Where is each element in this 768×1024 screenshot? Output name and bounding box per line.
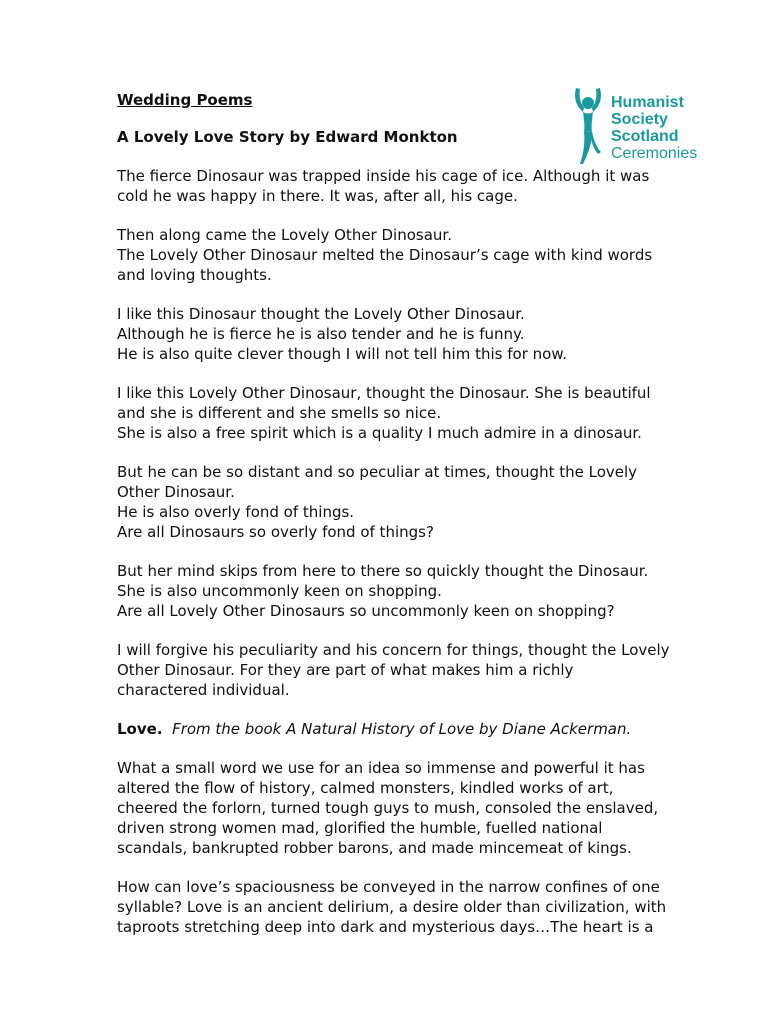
text-line: She is also a free spirit which is a quality I much admire in a dinosaur. xyxy=(117,424,642,442)
text-line: The Lovely Other Dinosaur melted the Dinosaur’s cage with kind words xyxy=(117,246,653,264)
poem-heading: A Lovely Love Story by Edward Monkton xyxy=(117,128,458,146)
love-paragraph xyxy=(117,877,667,937)
poem-paragraph xyxy=(117,166,650,206)
text-line: altered the flow of history, calmed monsters, kindled works of art, xyxy=(117,779,614,797)
text-line: driven strong women mad, glorified the humble, fuelled national xyxy=(117,819,603,837)
text-line: But he can be so distant and so peculiar at times, thought the Lovely xyxy=(117,463,638,481)
logo-line-3: Scotland xyxy=(611,128,679,145)
text-line: Although he is fierce he is also tender and he is funny. xyxy=(117,325,525,343)
poem-paragraph xyxy=(117,561,647,621)
text-line: Are all Lovely Other Dinosaurs so uncommonly keen on shopping? xyxy=(117,602,615,620)
text-line: Other Dinosaur. For they are part of what makes him a richly xyxy=(117,661,574,679)
logo-line-1: Humanist xyxy=(611,94,684,111)
logo-line-2: Society xyxy=(611,111,668,128)
text-line: scandals, bankrupted robber barons, and made mincemeat of kings. xyxy=(117,839,632,857)
text-line: What a small word we use for an idea so immense and powerful it has xyxy=(117,759,645,777)
hss-logo xyxy=(571,86,711,166)
text-line: and she is different and she smells so nice. xyxy=(117,404,442,422)
text-line: How can love’s spaciousness be conveyed in the narrow confines of one xyxy=(117,878,660,896)
document-title: Wedding Poems xyxy=(117,91,253,109)
text-line: I will forgive his peculiarity and his concern for things, thought the Lovely xyxy=(117,641,670,659)
humanist-figure-icon xyxy=(571,86,605,166)
text-line: cold he was happy in there. It was, after all, his cage. xyxy=(117,187,518,205)
text-line: I like this Lovely Other Dinosaur, thought the Dinosaur. She is beautiful xyxy=(117,384,651,402)
poem-paragraph xyxy=(117,225,653,285)
text-line: syllable? Love is an ancient delirium, a desire older than civilization, with xyxy=(117,898,667,916)
love-heading-source: From the book A Natural History of Love by Diane Ackerman. xyxy=(172,720,632,738)
text-line: I like this Dinosaur thought the Lovely Other Dinosaur. xyxy=(117,305,525,323)
love-heading xyxy=(117,719,647,739)
text-line: Are all Dinosaurs so overly fond of things? xyxy=(117,523,434,541)
text-line: charactered individual. xyxy=(117,681,290,699)
text-line: Then along came the Lovely Other Dinosaur. xyxy=(117,226,452,244)
text-line: taproots stretching deep into dark and mysterious days…The heart is a xyxy=(117,918,654,936)
poem-paragraph xyxy=(117,462,647,542)
poem-paragraph xyxy=(117,383,651,443)
text-line: and loving thoughts. xyxy=(117,266,272,284)
poem-paragraph xyxy=(117,640,670,700)
logo-line-4: Ceremonies xyxy=(611,145,698,162)
text-line: He is also quite clever though I will not tell him this for now. xyxy=(117,345,567,363)
love-paragraph xyxy=(117,758,659,858)
text-line: She is also uncommonly keen on shopping. xyxy=(117,582,442,600)
poem-body xyxy=(117,166,670,937)
text-line: cheered the forlorn, turned tough guys to mush, consoled the enslaved, xyxy=(117,799,659,817)
logo-wordmark xyxy=(611,94,697,162)
text-line: But her mind skips from here to there so quickly thought the Dinosaur. xyxy=(117,562,649,580)
text-line: Other Dinosaur. xyxy=(117,483,235,501)
love-heading-bold: Love. xyxy=(117,720,163,738)
text-line: He is also overly fond of things. xyxy=(117,503,355,521)
text-line: The fierce Dinosaur was trapped inside his cage of ice. Although it was xyxy=(117,167,650,185)
poem-paragraph xyxy=(117,304,647,364)
